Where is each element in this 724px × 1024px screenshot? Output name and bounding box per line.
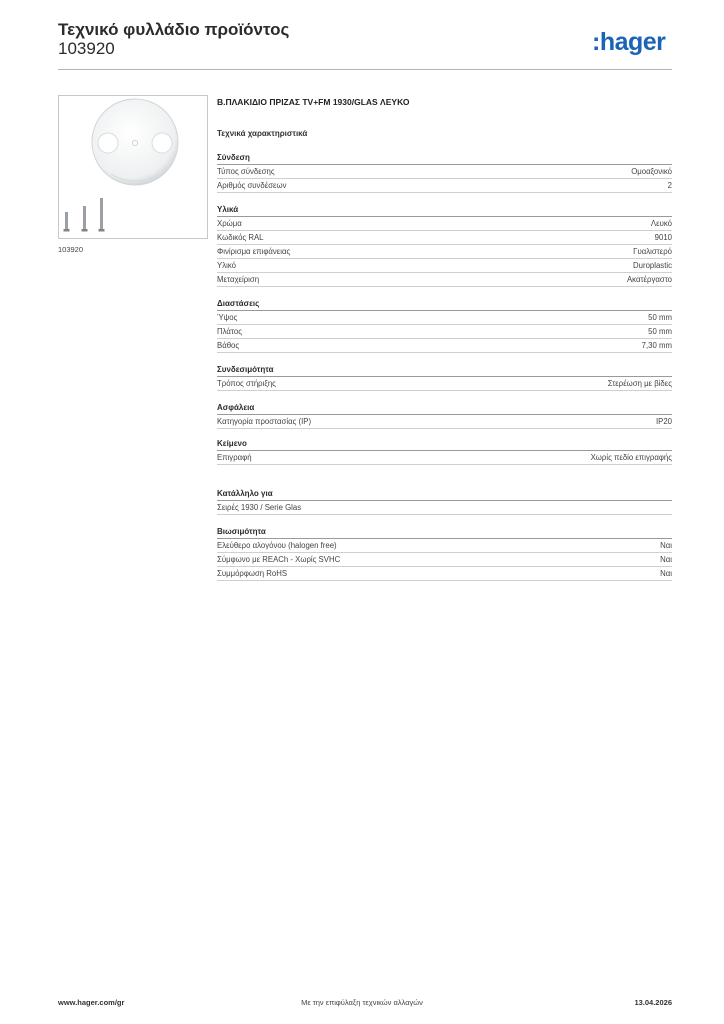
product-name: Β.ΠΛΑΚΙΔΙΟ ΠΡΙΖΑΣ TV+FM 1930/GLAS ΛΕΥΚΟ (217, 97, 410, 107)
footer-date: 13.04.2026 (634, 998, 672, 1007)
spec-label: Κατηγορία προστασίας (IP) (217, 417, 312, 426)
spec-group-sustainability (217, 527, 672, 581)
spec-value: 7,30 mm (641, 341, 672, 350)
product-image-frame (58, 95, 208, 239)
spec-row (217, 451, 672, 465)
spec-row (217, 415, 672, 429)
spec-value: IP20 (655, 417, 672, 426)
spec-group-materials (217, 205, 672, 287)
spec-content (217, 97, 672, 581)
spec-row (217, 245, 672, 259)
spec-group-title: Υλικά (217, 205, 672, 217)
footer-disclaimer: Με την επιφύλαξη τεχνικών αλλαγών (301, 998, 423, 1007)
spec-row (217, 377, 672, 391)
product-photo-icon (59, 96, 209, 240)
spec-row (217, 339, 672, 353)
spec-value: 50 mm (648, 327, 672, 336)
spec-row (217, 311, 672, 325)
spec-label: Επιγραφή (217, 453, 252, 462)
spec-value: Λευκό (650, 219, 672, 228)
spec-value: Ναι (660, 541, 672, 550)
spec-label: Κωδικός RAL (217, 233, 264, 242)
spec-group-title: Ασφάλεια (217, 403, 672, 415)
spec-group-title: Βιωσιμότητα (217, 527, 672, 539)
spec-group-title: Σύνδεση (217, 153, 672, 165)
image-caption: 103920 (58, 245, 84, 254)
spec-group-title: Διαστάσεις (217, 299, 672, 311)
spec-row (217, 539, 672, 553)
spec-label: Σειρές 1930 / Serie Glas (217, 503, 302, 512)
spec-row (217, 553, 672, 567)
spec-label: Ύψος (217, 313, 238, 322)
spec-label: Σύμφωνο με REACh - Χωρίς SVHC (217, 555, 341, 564)
spec-value: Ναι (660, 569, 672, 578)
spec-row (217, 165, 672, 179)
spec-label: Ελεύθερο αλογόνου (halogen free) (217, 541, 337, 550)
spec-value: Γυαλιστερό (633, 247, 672, 256)
spec-label: Φινίρισμα επιφάνειας (217, 247, 291, 256)
spec-group-safety (217, 403, 672, 429)
spec-group-text (217, 439, 672, 465)
hager-logo: :hager (592, 28, 666, 56)
spec-row (217, 501, 672, 515)
spec-row (217, 567, 672, 581)
spec-label: Αριθμός συνδέσεων (217, 181, 287, 190)
spec-value: 50 mm (648, 313, 672, 322)
spec-row (217, 231, 672, 245)
spec-label: Πλάτος (217, 327, 242, 336)
spec-label: Χρώμα (217, 219, 242, 228)
spec-value: Duroplastic (633, 261, 672, 270)
spec-row (217, 273, 672, 287)
spec-section-title: Τεχνικά χαρακτηριστικά (217, 129, 308, 138)
spec-row (217, 325, 672, 339)
spec-value: Στερέωση με βίδες (607, 379, 672, 388)
spec-label: Τρόπος στήριξης (217, 379, 276, 388)
spec-group-connection (217, 153, 672, 193)
spec-group-title: Κατάλληλο για (217, 489, 672, 501)
spec-label: Υλικό (217, 261, 236, 270)
spec-value: Ακατέργαστο (626, 275, 672, 284)
spec-label: Βάθος (217, 341, 240, 350)
product-code: 103920 (58, 39, 115, 58)
header-divider (58, 69, 672, 70)
spec-group-dimensions (217, 299, 672, 353)
spec-group-connectivity (217, 365, 672, 391)
spec-row (217, 259, 672, 273)
spec-value: 9010 (654, 233, 672, 242)
spec-label: Τύπος σύνδεσης (217, 167, 275, 176)
spec-label: Μεταχείριση (217, 275, 260, 284)
spec-group-suitable-for (217, 489, 672, 515)
spec-group-title: Συνδεσιμότητα (217, 365, 672, 377)
footer-website-link[interactable]: www.hager.com/gr (58, 998, 125, 1007)
spec-group-title: Κείμενο (217, 439, 672, 451)
spec-value: Χωρίς πεδίο επιγραφής (590, 453, 672, 462)
document-title: Τεχνικό φυλλάδιο προϊόντος (58, 20, 290, 39)
spec-row (217, 179, 672, 193)
spec-value: Ομοαξονικό (631, 167, 672, 176)
spec-row (217, 217, 672, 231)
spec-label: Συμμόρφωση RoHS (217, 569, 288, 578)
spec-value: 2 (667, 181, 672, 190)
spec-value: Ναι (660, 555, 672, 564)
